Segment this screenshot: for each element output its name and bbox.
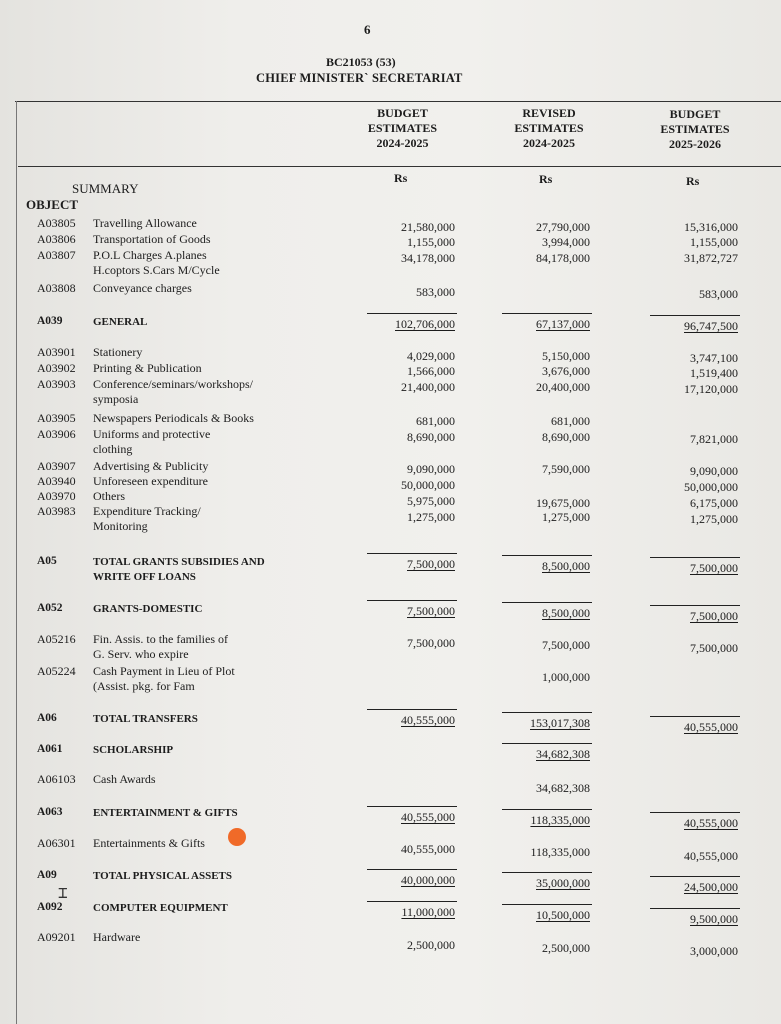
row-description: P.O.L Charges A.planes H.coptors S.Cars M/Cycle <box>93 248 220 277</box>
row-description: Conference/seminars/workshops/ symposia <box>93 377 253 406</box>
row-value-col-2: 84,178,000 <box>536 251 590 265</box>
page-number: 6 <box>364 22 371 37</box>
row-value-col-1: 40,000,000 <box>401 873 455 887</box>
row-value-col-1: 21,580,000 <box>401 220 455 234</box>
demand-code: BC21053 (53) <box>326 55 396 69</box>
total-underline <box>650 605 740 606</box>
row-code: A03903 <box>37 377 76 391</box>
row-code: A03940 <box>37 474 76 488</box>
row-value-col-1: 5,975,000 <box>407 494 455 508</box>
row-value-col-2: 67,137,000 <box>536 317 590 331</box>
row-value-col-1: 40,555,000 <box>401 810 455 824</box>
row-value-col-1: 681,000 <box>416 414 455 428</box>
row-code: A063 <box>37 806 63 818</box>
row-value-col-2: 7,590,000 <box>542 462 590 476</box>
row-value-col-2: 118,335,000 <box>530 845 590 859</box>
total-underline <box>502 313 592 314</box>
row-value-col-1: 40,555,000 <box>401 842 455 856</box>
row-description: TOTAL GRANTS SUBSIDIES AND WRITE OFF LOANS <box>93 556 265 583</box>
total-underline <box>502 602 592 603</box>
row-description: Newspapers Periodicals & Books <box>93 411 254 425</box>
row-description: Travelling Allowance <box>93 216 197 230</box>
total-underline <box>367 806 457 807</box>
row-value-col-2: 10,500,000 <box>536 908 590 922</box>
row-description: Conveyance charges <box>93 281 192 295</box>
row-description: Printing & Publication <box>93 361 202 375</box>
row-code: A03906 <box>37 427 76 441</box>
total-underline <box>367 709 457 710</box>
row-code: A039 <box>37 315 63 327</box>
header-bottom-rule <box>18 166 781 167</box>
row-value-col-1: 50,000,000 <box>401 478 455 492</box>
column-header-be-2024: BUDGET ESTIMATES 2024-2025 <box>367 106 438 150</box>
row-value-col-1: 11,000,000 <box>401 905 455 919</box>
total-underline <box>650 812 740 813</box>
row-value-col-2: 8,500,000 <box>542 606 590 620</box>
row-value-col-1: 102,706,000 <box>395 317 455 331</box>
total-underline <box>650 315 740 316</box>
row-description: GENERAL <box>93 316 148 328</box>
row-description: Cash Payment in Lieu of Plot (Assist. pkg. for Fam <box>93 664 235 693</box>
total-underline <box>650 716 740 717</box>
row-value-col-3: 40,555,000 <box>684 849 738 863</box>
row-value-col-1: 40,555,000 <box>401 713 455 727</box>
object-heading: OBJECT <box>26 197 79 212</box>
row-value-col-2: 681,000 <box>551 414 590 428</box>
row-code: A03902 <box>37 361 76 375</box>
row-value-col-3: 3,000,000 <box>690 944 738 958</box>
row-value-col-2: 1,000,000 <box>542 670 590 684</box>
row-value-col-1: 4,029,000 <box>407 349 455 363</box>
row-value-col-2: 153,017,308 <box>530 716 590 730</box>
total-underline <box>650 557 740 558</box>
row-value-col-2: 7,500,000 <box>542 638 590 652</box>
row-description: Entertainments & Gifts <box>93 836 205 850</box>
row-description: COMPUTER EQUIPMENT <box>93 902 228 914</box>
row-value-col-1: 1,155,000 <box>407 235 455 249</box>
row-value-col-1: 21,400,000 <box>401 380 455 394</box>
total-underline <box>650 876 740 877</box>
row-value-col-3: 9,090,000 <box>690 464 738 478</box>
row-description: Hardware <box>93 930 141 944</box>
row-value-col-3: 7,500,000 <box>690 561 738 575</box>
row-code: A03807 <box>37 248 76 262</box>
row-description: Transportation of Goods <box>93 232 211 246</box>
row-value-col-3: 1,155,000 <box>690 235 738 249</box>
row-value-col-1: 8,690,000 <box>407 430 455 444</box>
row-code: A06301 <box>37 836 76 850</box>
row-value-col-3: 7,500,000 <box>690 641 738 655</box>
row-value-col-1: 9,090,000 <box>407 462 455 476</box>
row-code: A09201 <box>37 930 76 944</box>
row-code: A03905 <box>37 411 76 425</box>
department-title: CHIEF MINISTER` SECRETARIAT <box>256 71 463 85</box>
row-value-col-1: 1,275,000 <box>407 510 455 524</box>
row-value-col-3: 96,747,500 <box>684 319 738 333</box>
row-value-col-3: 40,555,000 <box>684 720 738 734</box>
total-underline <box>367 600 457 601</box>
row-description: Fin. Assis. to the families of G. Serv. who expire <box>93 632 228 661</box>
total-underline <box>367 901 457 902</box>
row-value-col-3: 7,500,000 <box>690 609 738 623</box>
row-code: A05216 <box>37 632 76 646</box>
row-description: Uniforms and protective clothing <box>93 427 211 456</box>
row-code: A09 <box>37 869 57 881</box>
row-description: Stationery <box>93 345 143 359</box>
row-value-col-2: 118,335,000 <box>530 813 590 827</box>
row-code: A03907 <box>37 459 76 473</box>
unit-be-2024: Rs <box>394 171 408 185</box>
row-value-col-2: 8,690,000 <box>542 430 590 444</box>
row-description: Expenditure Tracking/ Monitoring <box>93 504 201 533</box>
row-value-col-1: 583,000 <box>416 285 455 299</box>
row-value-col-1: 7,500,000 <box>407 557 455 571</box>
row-description: TOTAL TRANSFERS <box>93 713 198 725</box>
row-value-col-2: 19,675,000 <box>536 496 590 510</box>
row-value-col-2: 3,676,000 <box>542 364 590 378</box>
unit-re-2024: Rs <box>539 172 553 186</box>
row-value-col-2: 2,500,000 <box>542 941 590 955</box>
row-value-col-3: 3,747,100 <box>690 351 738 365</box>
row-code: A05 <box>37 555 57 567</box>
summary-heading: SUMMARY <box>72 181 139 196</box>
row-value-col-2: 34,682,308 <box>536 781 590 795</box>
column-header-be-2025: BUDGET ESTIMATES 2025-2026 <box>660 107 730 151</box>
row-value-col-2: 34,682,308 <box>536 747 590 761</box>
row-description: ENTERTAINMENT & GIFTS <box>93 807 238 819</box>
row-code: A06 <box>37 712 57 724</box>
row-value-col-2: 20,400,000 <box>536 380 590 394</box>
row-value-col-3: 1,275,000 <box>690 512 738 526</box>
row-code: A092 <box>37 901 63 913</box>
row-value-col-3: 17,120,000 <box>684 382 738 396</box>
total-underline <box>502 809 592 810</box>
total-underline <box>367 313 457 314</box>
row-value-col-3: 24,500,000 <box>684 880 738 894</box>
row-value-col-3: 31,872,727 <box>684 251 738 265</box>
row-value-col-2: 3,994,000 <box>542 235 590 249</box>
row-value-col-1: 7,500,000 <box>407 636 455 650</box>
total-underline <box>650 908 740 909</box>
row-code: A052 <box>37 602 63 614</box>
total-underline <box>367 553 457 554</box>
row-value-col-2: 8,500,000 <box>542 559 590 573</box>
row-value-col-3: 583,000 <box>699 287 738 301</box>
row-value-col-3: 40,555,000 <box>684 816 738 830</box>
column-header-re-2024: REVISED ESTIMATES 2024-2025 <box>514 106 584 150</box>
row-value-col-2: 5,150,000 <box>542 349 590 363</box>
total-underline <box>502 904 592 905</box>
row-code: A03808 <box>37 281 76 295</box>
row-value-col-1: 34,178,000 <box>401 251 455 265</box>
row-code: A05224 <box>37 664 76 678</box>
row-code: A06103 <box>37 772 76 786</box>
row-description: Cash Awards <box>93 772 156 786</box>
row-code: A03983 <box>37 504 76 518</box>
row-value-col-3: 9,500,000 <box>690 912 738 926</box>
row-value-col-2: 27,790,000 <box>536 220 590 234</box>
row-value-col-3: 15,316,000 <box>684 220 738 234</box>
row-value-col-3: 1,519,400 <box>690 366 738 380</box>
row-description: Advertising & Publicity <box>93 459 209 473</box>
text-cursor-icon: ⌶ <box>58 883 68 902</box>
row-value-col-2: 35,000,000 <box>536 876 590 890</box>
table-top-rule <box>15 101 781 102</box>
total-underline <box>502 555 592 556</box>
orange-dot-marker <box>228 828 246 846</box>
row-value-col-1: 7,500,000 <box>407 604 455 618</box>
row-value-col-3: 50,000,000 <box>684 480 738 494</box>
row-value-col-3: 6,175,000 <box>690 496 738 510</box>
row-value-col-1: 2,500,000 <box>407 938 455 952</box>
row-value-col-3: 7,821,000 <box>690 432 738 446</box>
left-border <box>16 101 17 1024</box>
row-code: A03805 <box>37 216 76 230</box>
row-code: A03901 <box>37 345 76 359</box>
row-description: SCHOLARSHIP <box>93 744 174 756</box>
row-code: A03806 <box>37 232 76 246</box>
row-description: Others <box>93 489 125 503</box>
total-underline <box>502 712 592 713</box>
unit-be-2025: Rs <box>686 174 700 188</box>
row-description: TOTAL PHYSICAL ASSETS <box>93 870 232 882</box>
row-description: GRANTS-DOMESTIC <box>93 603 203 615</box>
row-code: A03970 <box>37 489 76 503</box>
total-underline <box>367 869 457 870</box>
row-description: Unforeseen expenditure <box>93 474 208 488</box>
row-code: A061 <box>37 743 63 755</box>
row-value-col-2: 1,275,000 <box>542 510 590 524</box>
row-value-col-1: 1,566,000 <box>407 364 455 378</box>
total-underline <box>502 872 592 873</box>
total-underline <box>502 743 592 744</box>
